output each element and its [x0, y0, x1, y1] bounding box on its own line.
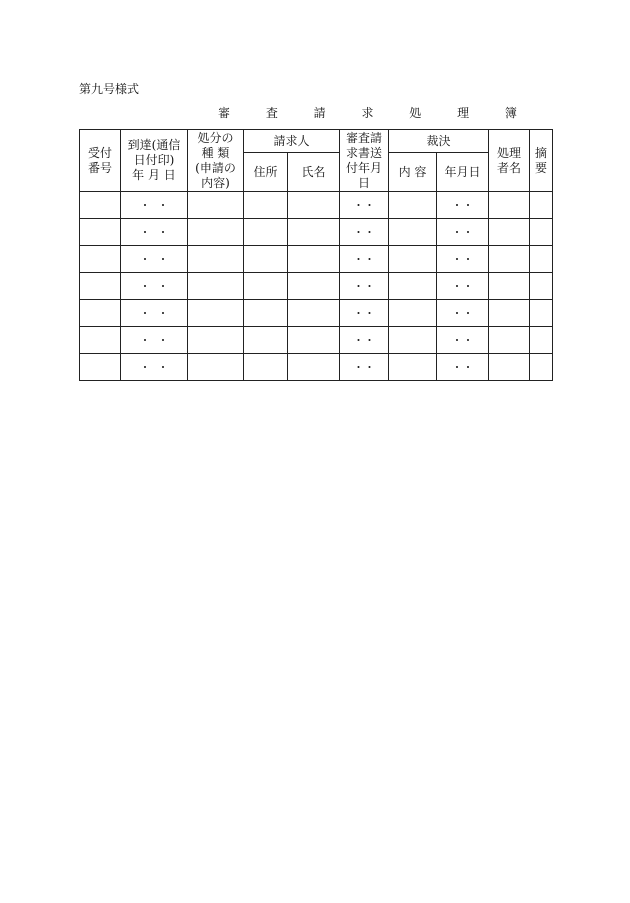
cell-arrival-date: ・ ・: [121, 246, 188, 273]
cell-decision-date: ・・: [437, 354, 489, 381]
header-requester-address: 住所: [244, 153, 288, 192]
cell-decision-content: [389, 273, 437, 300]
cell-handler-name: [489, 273, 530, 300]
cell-decision-date: ・・: [437, 246, 489, 273]
cell-arrival-date: ・ ・: [121, 192, 188, 219]
cell-requester-address: [244, 300, 288, 327]
cell-handler-name: [489, 246, 530, 273]
cell-receipt-no: [80, 219, 121, 246]
header-sent-date: 審査請 求書送 付年月 日: [340, 130, 389, 192]
cell-summary: [530, 246, 553, 273]
table-row: [80, 219, 553, 246]
cell-handler-name: [489, 354, 530, 381]
cell-sent-date: ・・: [340, 219, 389, 246]
header-handler-name: 処理 者名: [489, 130, 530, 192]
cell-arrival-date: ・ ・: [121, 219, 188, 246]
cell-handler-name: [489, 219, 530, 246]
cell-disposition-type: [188, 327, 244, 354]
cell-summary: [530, 192, 553, 219]
cell-receipt-no: [80, 354, 121, 381]
page-title: 審 査 請 求 処 理 簿: [218, 106, 533, 120]
cell-requester-address: [244, 354, 288, 381]
cell-receipt-no: [80, 327, 121, 354]
table-row: [80, 246, 553, 273]
cell-decision-date: ・・: [437, 273, 489, 300]
table-row: [80, 327, 553, 354]
cell-disposition-type: [188, 273, 244, 300]
header-disposition-type: 処分の 種 類 (申請の 内容): [188, 130, 244, 192]
cell-decision-date: ・・: [437, 192, 489, 219]
cell-disposition-type: [188, 354, 244, 381]
header-receipt-no: 受付 番号: [80, 130, 121, 192]
table-row: [80, 300, 553, 327]
cell-summary: [530, 273, 553, 300]
cell-decision-date: ・・: [437, 219, 489, 246]
cell-requester-name: [288, 300, 340, 327]
cell-disposition-type: [188, 246, 244, 273]
review-request-register-table: [79, 129, 553, 381]
header-decision-date: 年月日: [437, 153, 489, 192]
header-requester-name: 氏名: [288, 153, 340, 192]
cell-summary: [530, 327, 553, 354]
cell-sent-date: ・・: [340, 327, 389, 354]
cell-requester-address: [244, 192, 288, 219]
cell-disposition-type: [188, 300, 244, 327]
cell-requester-name: [288, 219, 340, 246]
cell-sent-date: ・・: [340, 273, 389, 300]
cell-decision-date: ・・: [437, 300, 489, 327]
cell-receipt-no: [80, 192, 121, 219]
cell-arrival-date: ・ ・: [121, 327, 188, 354]
form-number: 第九号様式: [79, 82, 140, 96]
header-decision-content: 内 容: [389, 153, 437, 192]
cell-sent-date: ・・: [340, 246, 389, 273]
cell-arrival-date: ・ ・: [121, 273, 188, 300]
cell-requester-name: [288, 246, 340, 273]
cell-decision-content: [389, 300, 437, 327]
cell-summary: [530, 300, 553, 327]
table-row: [80, 273, 553, 300]
cell-arrival-date: ・ ・: [121, 354, 188, 381]
cell-decision-date: ・・: [437, 327, 489, 354]
cell-requester-address: [244, 219, 288, 246]
cell-sent-date: ・・: [340, 354, 389, 381]
header-decision: 裁決: [389, 130, 489, 153]
header-summary: 摘 要: [530, 130, 553, 192]
cell-requester-address: [244, 327, 288, 354]
table-row: [80, 192, 553, 219]
cell-decision-content: [389, 246, 437, 273]
cell-arrival-date: ・ ・: [121, 300, 188, 327]
cell-requester-address: [244, 246, 288, 273]
cell-receipt-no: [80, 246, 121, 273]
cell-decision-content: [389, 219, 437, 246]
cell-disposition-type: [188, 192, 244, 219]
cell-handler-name: [489, 327, 530, 354]
cell-requester-name: [288, 192, 340, 219]
cell-requester-name: [288, 273, 340, 300]
cell-summary: [530, 354, 553, 381]
cell-handler-name: [489, 192, 530, 219]
cell-requester-address: [244, 273, 288, 300]
header-arrival-date: 到達(通信 日付印) 年 月 日: [121, 130, 188, 192]
cell-receipt-no: [80, 273, 121, 300]
cell-disposition-type: [188, 219, 244, 246]
cell-decision-content: [389, 327, 437, 354]
cell-handler-name: [489, 300, 530, 327]
cell-requester-name: [288, 327, 340, 354]
cell-decision-content: [389, 354, 437, 381]
header-requester: 請求人: [244, 130, 340, 153]
cell-sent-date: ・・: [340, 192, 389, 219]
cell-summary: [530, 219, 553, 246]
cell-sent-date: ・・: [340, 300, 389, 327]
cell-requester-name: [288, 354, 340, 381]
table-row: [80, 354, 553, 381]
cell-receipt-no: [80, 300, 121, 327]
cell-decision-content: [389, 192, 437, 219]
header-row-1: [80, 130, 553, 153]
